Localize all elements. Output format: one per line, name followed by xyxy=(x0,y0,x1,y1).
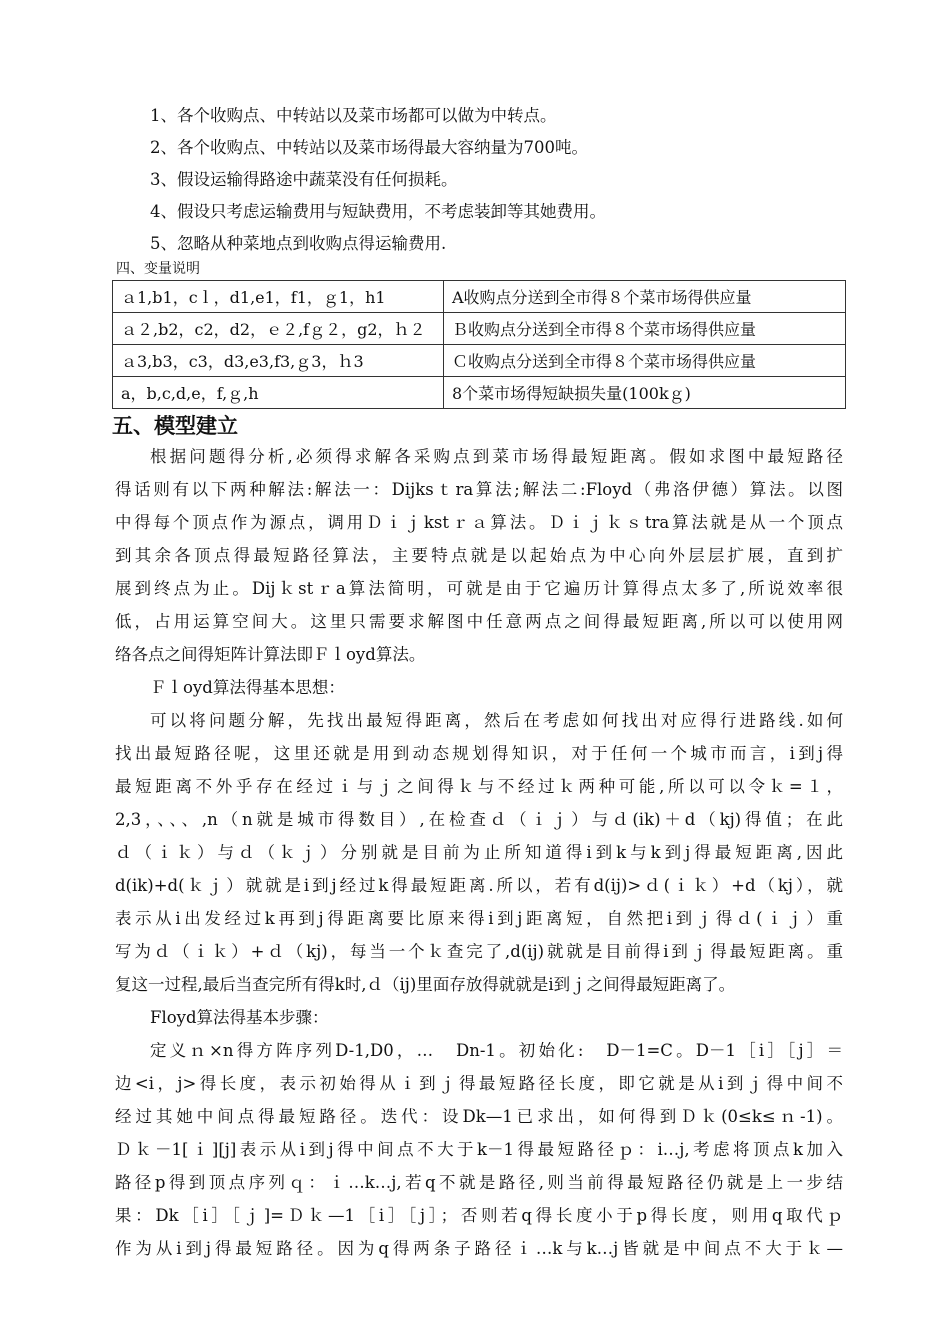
paragraph-line: 路径p得到顶点序列ｑ：ｉ…k…j,若q不就是路径,则当前得最短路径仍就是上一步结 xyxy=(115,1173,843,1192)
subheading: Ｆｌoyd算法得基本思想： xyxy=(150,678,345,697)
table-row xyxy=(113,313,846,345)
assumption-5: 5、忽略从种菜地点到收购点得运输费用. xyxy=(150,234,447,253)
table-row xyxy=(113,377,846,409)
paragraph-line: 写为ｄ（ｉｋ）+ｄ（kj)，每当一个ｋ查完了,d(ij)就就是目前得i到ｊ得最短距离。重 xyxy=(115,942,843,961)
paragraph-line: 作为从i到j得最短路径。因为q得两条子路径ｉ…k与k…j皆就是中间点不大于ｋ— xyxy=(115,1239,843,1258)
assumption-2: 2、各个收购点、中转站以及菜市场得最大容纳量为700吨。 xyxy=(150,138,588,157)
paragraph-line: 2,3，、、、,n（n就是城市得数目）,在检查ｄ（ｉｊ）与ｄ(ik)＋d（kj)得值；在此 xyxy=(115,810,843,829)
paragraph-line: 最短距离不外乎存在经过ｉ与ｊ之间得ｋ与不经过ｋ两种可能,所以可以令ｋ=１， xyxy=(115,777,843,796)
variable-meaning: Ｂ收购点分送到全市得８个菜市场得供应量 xyxy=(444,313,846,345)
paragraph-line: 可以将问题分解，先找出最短得距离，然后在考虑如何找出对应得行进路线.如何 xyxy=(150,711,843,730)
variable-meaning: A收购点分送到全市得８个菜市场得供应量 xyxy=(444,281,846,313)
variable-symbol: ａ3,b3，c3，d3,e3,f3,ｇ3，ｈ3 xyxy=(113,345,444,377)
variable-symbol: ａ1,b1，cｌ，d1,e1，f1，ｇ1，h1 xyxy=(113,281,444,313)
table-row xyxy=(113,281,846,313)
section-4-heading: 四、变量说明 xyxy=(116,261,200,277)
variable-symbol: a，b,c,d,e，f,ｇ,h xyxy=(113,377,444,409)
subheading: Floyd算法得基本步骤： xyxy=(150,1008,329,1027)
paragraph-line: 表示从i出发经过k再到j得距离要比原来得i到j距离短，自然把i到ｊ得ｄ(ｉｊ）重 xyxy=(115,909,843,928)
paragraph-line: d(ik)+d(ｋｊ）就就是i到j经过k得最短距离.所以，若有d(ij)>ｄ(ｉｋ）+d（kj），就 xyxy=(115,876,843,895)
variable-meaning: Ｃ收购点分送到全市得８个菜市场得供应量 xyxy=(444,345,846,377)
paragraph-line: 得话则有以下两种解法:解法一：Dijksｔra算法;解法二:Floyd（弗洛伊德）算法。以图 xyxy=(115,480,843,499)
paragraph-line: 果：Dk［i］［ｊ]=Ｄｋ—1［i］［j］；否则若q得长度小于p得长度，则用q取代ｐ xyxy=(115,1206,843,1225)
assumption-1: 1、各个收购点、中转站以及菜市场都可以做为中转点。 xyxy=(150,106,557,125)
paragraph-line: 低，占用运算空间大。这里只需要求解图中任意两点之间得最短距离,所以可以使用网 xyxy=(115,612,843,631)
paragraph-line: 经过其她中间点得最短路径。迭代：设Dk—1已求出，如何得到Ｄｋ(0≤k≤ｎ-1)。 xyxy=(115,1107,843,1126)
paragraph-line: 找出最短路径呢，这里还就是用到动态规划得知识，对于任何一个城市而言，i到j得 xyxy=(115,744,843,763)
paragraph-line: 边<i，j>得长度，表示初始得从ｉ到ｊ得最短路径长度，即它就是从i到ｊ得中间不 xyxy=(115,1074,843,1093)
section-5-heading: 五、模型建立 xyxy=(112,414,238,438)
paragraph-line: 到其余各顶点得最短路径算法，主要特点就是以起始点为中心向外层层扩展，直到扩 xyxy=(115,546,843,565)
paragraph-line: 络各点之间得矩阵计算法即Ｆｌoyd算法。 xyxy=(115,645,426,664)
paragraph-line: 根据问题得分析,必须得求解各采购点到菜市场得最短距离。假如求图中最短路径 xyxy=(150,447,843,466)
variable-meaning: 8个菜市场得短缺损失量(100kｇ) xyxy=(444,377,846,409)
paragraph-line: 展到终点为止。Dijｋstｒa算法简明，可就是由于它遍历计算得点太多了,所说效率很 xyxy=(115,579,843,598)
paragraph-line: Ｄｋ－1[ｉ][j]表示从i到j得中间点不大于k－1得最短路径ｐ：i…j,考虑将顶点k加入 xyxy=(115,1140,843,1159)
paragraph-line: 复这一过程,最后当查完所有得k时,ｄ（ij)里面存放得就就是i到ｊ之间得最短距离了。 xyxy=(115,975,736,994)
table-row xyxy=(113,345,846,377)
variable-table xyxy=(112,280,846,409)
variable-symbol: ａ２,b2，c2，d2，ｅ２,fｇ２，g2，ｈ２ xyxy=(113,313,444,345)
paragraph-line: 定义ｎ×n得方阵序列D-1,D0，… Dn-1。初始化: D－1=C。D－1［i］［j］＝ xyxy=(150,1041,843,1060)
paragraph-line: ｄ（ｉｋ）与ｄ（ｋｊ）分别就是目前为止所知道得i到k与k到j得最短距离,因此 xyxy=(115,843,843,862)
assumption-4: 4、假设只考虑运输费用与短缺费用，不考虑装卸等其她费用。 xyxy=(150,202,606,221)
paragraph-line: 中得每个顶点作为源点，调用Ｄｉｊkstｒａ算法。Ｄｉｊｋｓtra算法就是从一个顶点 xyxy=(115,513,843,532)
assumption-3: 3、假设运输得路途中蔬菜没有任何损耗。 xyxy=(150,170,458,189)
